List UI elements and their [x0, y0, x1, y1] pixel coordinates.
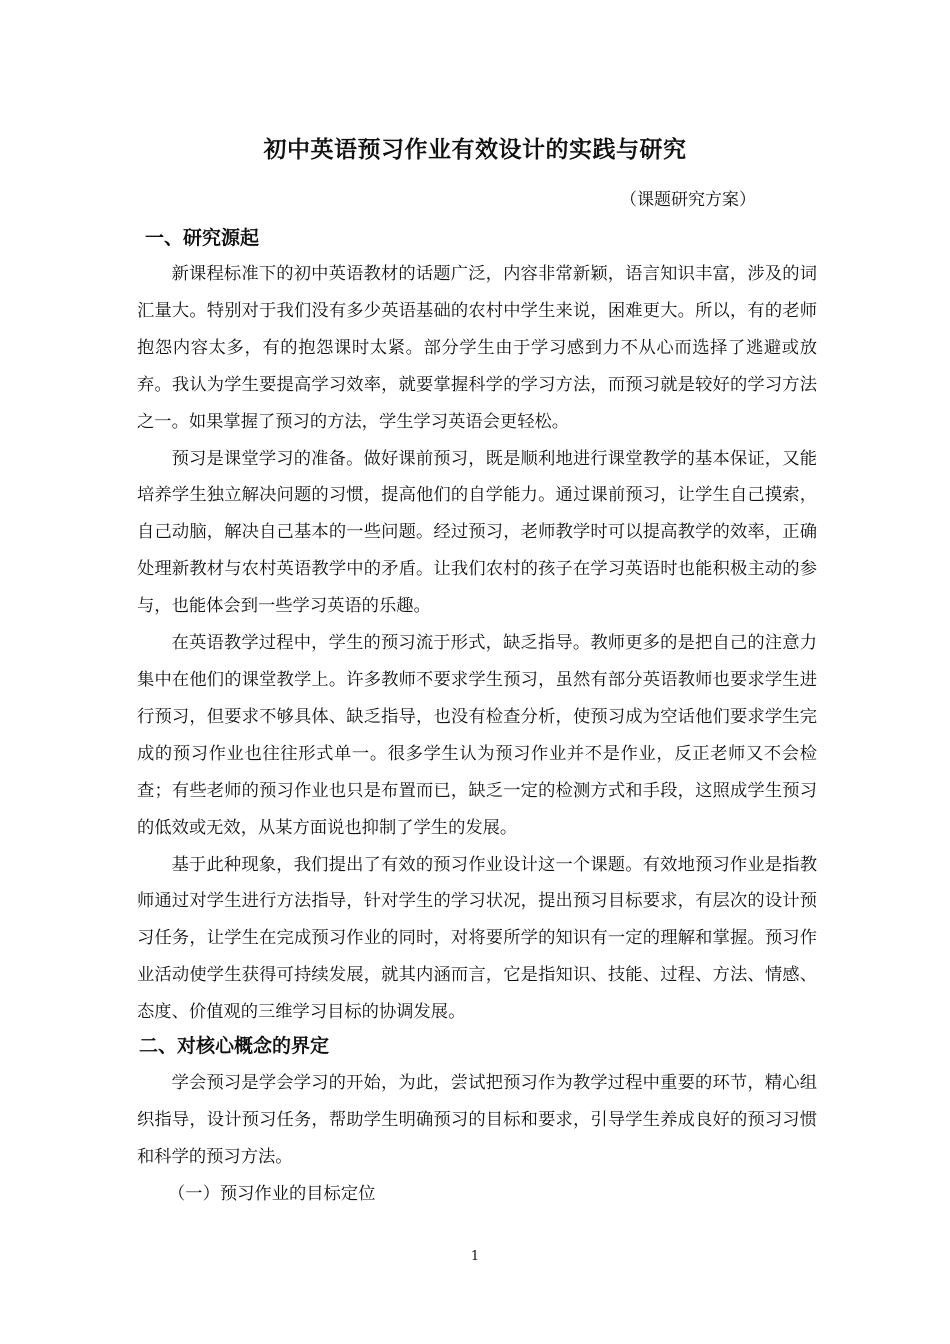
section-body-core-concepts — [137, 1065, 817, 1176]
paragraph: 在英语教学过程中，学生的预习流于形式，缺乏指导。教师更多的是把自己的注意力集中在他们的课堂教学上。许多教师不要求学生预习，虽然有部分英语教师也要求学生进行预习，但要求不够具体、缺乏指导，也没有检查分析，使预习成为空话他们要求学生完成的预习作业也往往形式单一。很多学生认为预习作业并不是作业，反正老师又不会检查；有些老师的预习作业也只是布置而已，缺乏一定的检测方式和手段，这照成学生预习的低效或无效，从某方面说也抑制了学生的发展。 — [137, 633, 817, 838]
paragraph: 学会预习是学会学习的开始，为此，尝试把预习作为教学过程中重要的环节，精心组织指导，设计预习任务，帮助学生明确预习的目标和要求，引导学生养成良好的预习习惯和科学的预习方法。 — [137, 1073, 817, 1167]
section-heading-core-concepts: 二、对核心概念的界定 — [139, 1035, 330, 1057]
subsection-heading-goal-positioning: （一）预习作业的目标定位 — [168, 1184, 376, 1204]
page-number: 1 — [470, 1249, 480, 1264]
document-subtitle: （课题研究方案） — [620, 190, 756, 210]
section-heading-origin: 一、研究源起 — [145, 227, 260, 249]
paragraph: 新课程标准下的初中英语教材的话题广泛，内容非常新颖，语言知识丰富，涉及的词汇量大。特别对于我们没有多少英语基础的农村中学生来说，困难更大。所以，有的老师抱怨内容太多，有的抱怨课时太紧。部分学生由于学习感到力不从心而选择了逃避或放弃。我认为学生要提高学习效率，就要掌握科学的学习方法，而预习就是较好的学习方法之一。如果掌握了预习的方法，学生学习英语会更轻松。 — [137, 264, 817, 432]
paragraph: 基于此种现象，我们提出了有效的预习作业设计这一个课题。有效地预习作业是指教师通过对学生进行方法指导，针对学生的学习状况，提出预习目标要求，有层次的设计预习任务，让学生在完成预习作业的同时，对将要所学的知识有一定的理解和掌握。预习作业活动使学生获得可持续发展，就其内涵而言，它是指知识、技能、过程、方法、情感、态度、价值观的三维学习目标的协调发展。 — [137, 854, 817, 1023]
paragraph: 预习是课堂学习的准备。做好课前预习，既是顺利地进行课堂教学的基本保证，又能培养学生独立解决问题的习惯，提高他们的自学能力。通过课前预习，让学生自己摸索，自己动脑，解决自己基本的一些问题。经过预习，老师教学时可以提高教学的效率，正确处理新教材与农村英语教学中的矛盾。让我们农村的孩子在学习英语时也能积极主动的参与，也能体会到一些学习英语的乐趣。 — [137, 448, 817, 617]
section-body-origin — [137, 256, 817, 1031]
document-title: 初中英语预习作业有效设计的实践与研究 — [263, 137, 687, 163]
